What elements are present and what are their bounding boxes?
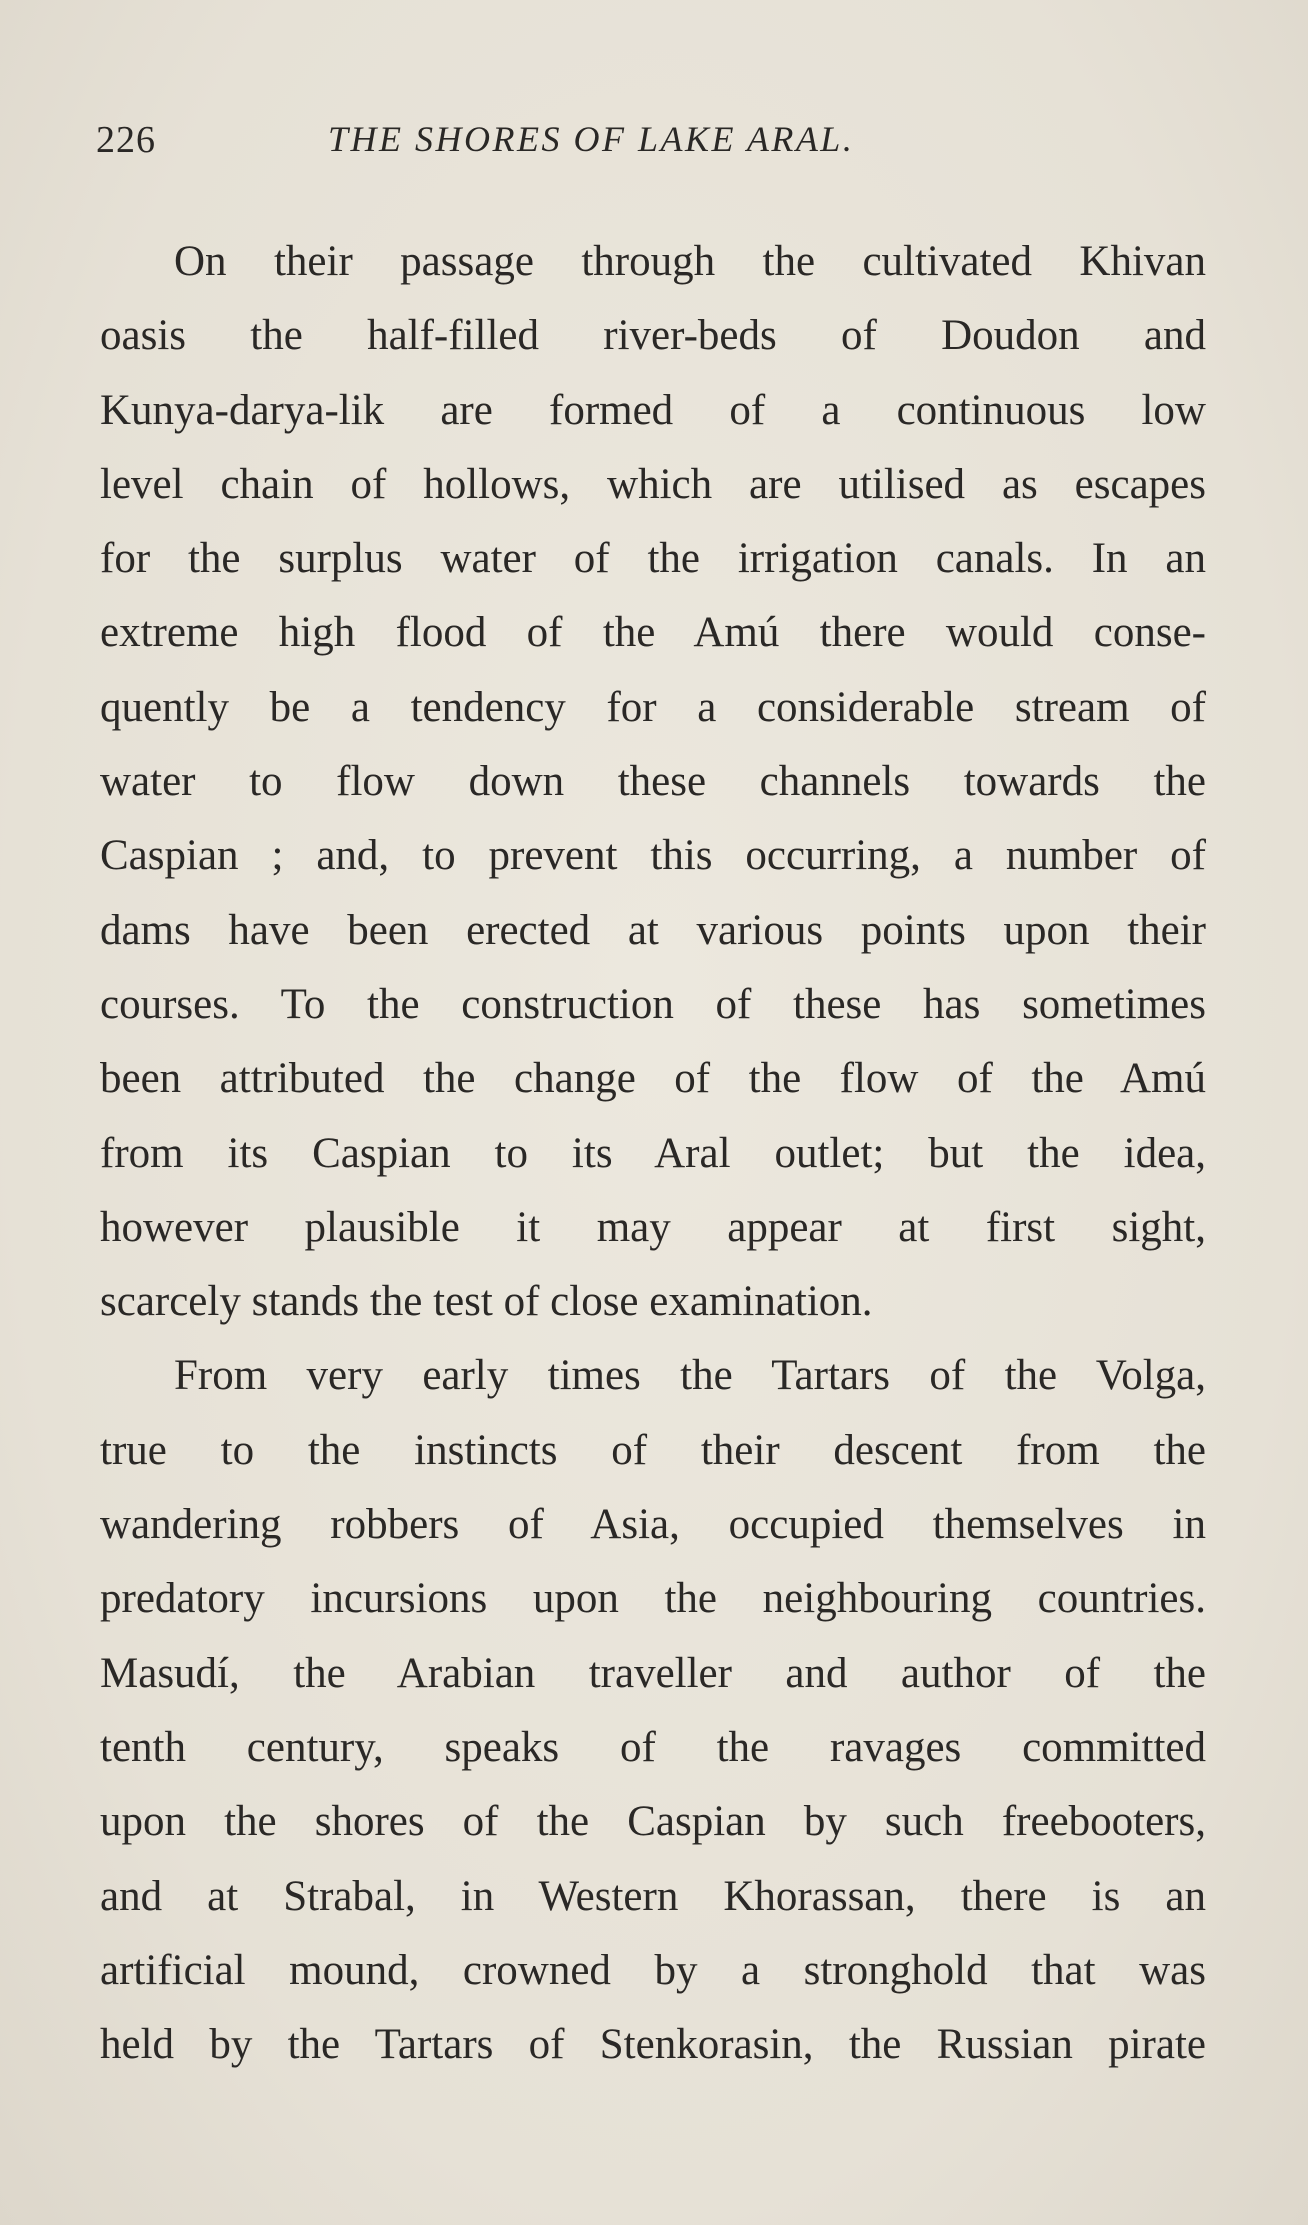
text-line: from its Caspian to its Aral outlet; but the idea,: [100, 1129, 1206, 1177]
text-line: for the surplus water of the irrigation canals. In an: [100, 535, 1206, 583]
running-title: THE SHORES OF LAKE ARAL.: [328, 119, 855, 159]
text-line: courses. To the construction of these has sometimes: [100, 980, 1206, 1028]
text-line: Caspian ; and, to prevent this occurring, a number of: [100, 832, 1206, 880]
text-line: level chain of hollows, which are utilised as escapes: [100, 460, 1206, 508]
text-line: oasis the half-filled river-beds of Doudon and: [100, 312, 1206, 360]
text-line: From very early times the Tartars of the Volga,: [174, 1352, 1206, 1400]
text-line: artificial mound, crowned by a stronghold that was: [100, 1946, 1206, 1994]
running-head: [96, 118, 1206, 174]
text-line: held by the Tartars of Stenkorasin, the Russian pirate: [100, 2021, 1206, 2069]
page-number: 226: [96, 119, 156, 161]
text-line: dams have been erected at various points upon their: [100, 906, 1206, 954]
text-line: upon the shores of the Caspian by such freebooters,: [100, 1798, 1206, 1846]
text-line: Kunya-darya-lik are formed of a continuous low: [100, 386, 1206, 434]
text-line: On their passage through the cultivated Khivan: [174, 238, 1206, 285]
text-line: predatory incursions upon the neighbouring countries.: [100, 1575, 1206, 1623]
text-line: extreme high flood of the Amú there would conse-: [100, 609, 1206, 657]
text-line: and at Strabal, in Western Khorassan, there is an: [100, 1872, 1206, 1920]
text-line: quently be a tendency for a considerable stream of: [100, 683, 1206, 731]
text-line: scarcely stands the test of close examination.: [100, 1278, 873, 1326]
text-line: tenth century, speaks of the ravages committed: [100, 1723, 1206, 1771]
body-text: [100, 225, 1206, 2082]
text-line: wandering robbers of Asia, occupied themselves in: [100, 1501, 1206, 1549]
text-line: however plausible it may appear at first sight,: [100, 1203, 1206, 1251]
text-line: been attributed the change of the flow of the Amú: [100, 1055, 1206, 1103]
text-line: water to flow down these channels towards the: [100, 758, 1206, 806]
text-line: Masudí, the Arabian traveller and author of the: [100, 1649, 1206, 1697]
text-line: true to the instincts of their descent from the: [100, 1426, 1206, 1474]
